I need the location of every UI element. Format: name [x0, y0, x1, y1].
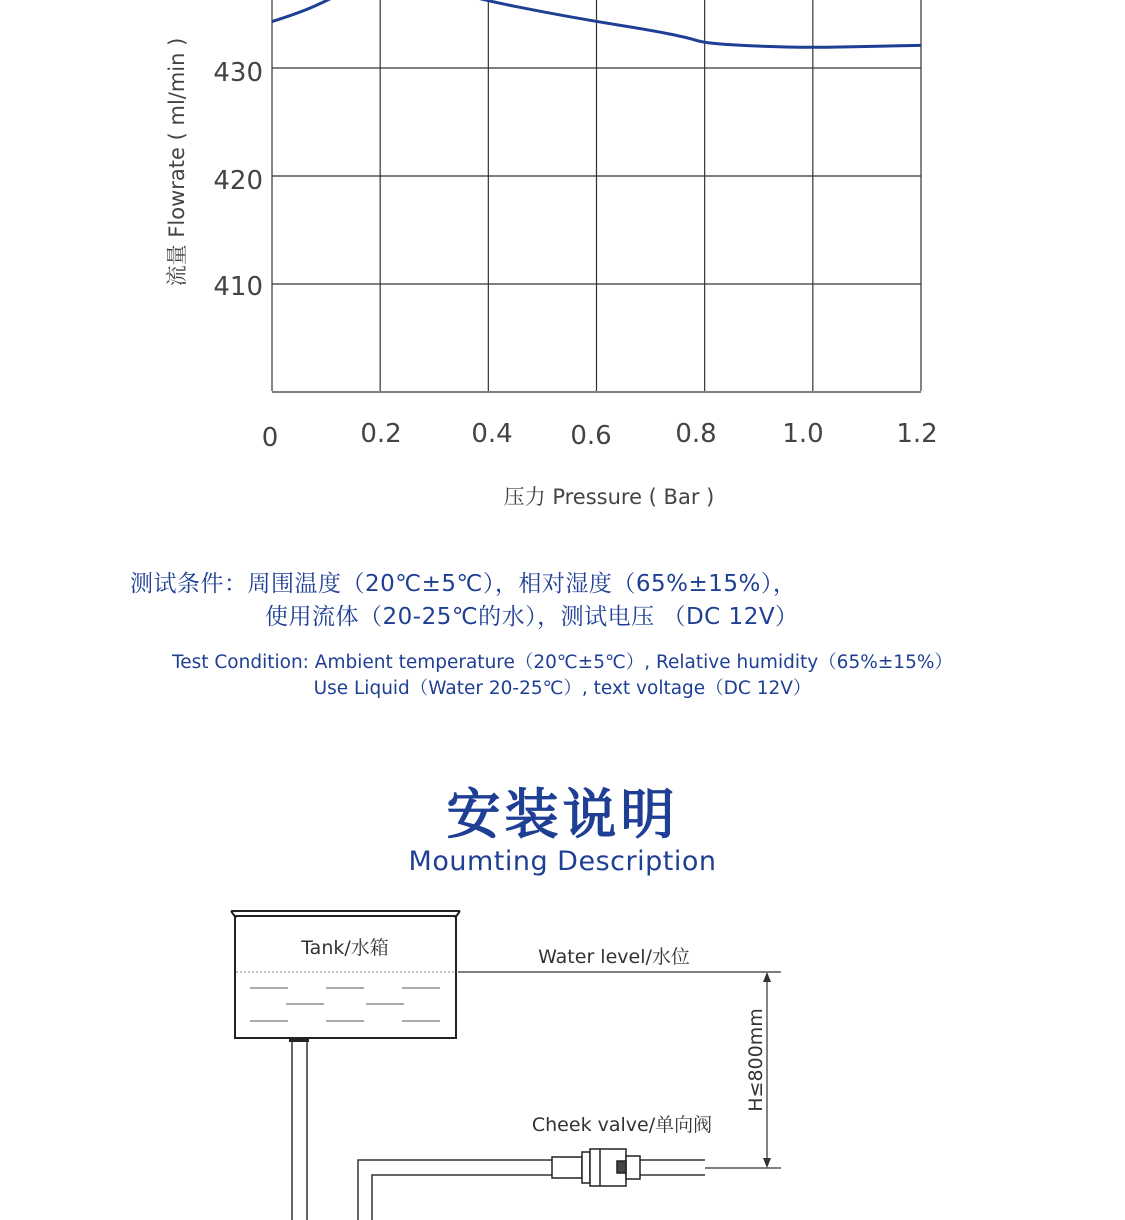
y-tick-label: 420: [213, 166, 263, 196]
valve-label: Cheek valve/单向阀: [531, 1114, 713, 1136]
y-axis-label: 流量 Flowrate ( ml/min ): [165, 37, 189, 287]
test-condition-en-line2: Use Liquid（Water 20-25℃）, text voltage（DC 12V）: [313, 678, 812, 699]
check-valve: [552, 1149, 640, 1186]
x-axis-label: 压力 Pressure ( Bar ): [503, 485, 715, 509]
x-tick-label: 1.2: [896, 419, 938, 449]
x-tick-label: 0.2: [360, 419, 402, 449]
x-tick-label: 0: [261, 423, 279, 453]
tank-label: Tank/水箱: [301, 937, 389, 959]
mounting-diagram: [0, 900, 1125, 1220]
height-label: H≤800mm: [745, 1008, 767, 1112]
test-condition-cn-line1: 测试条件：周围温度（20℃±5℃），相对湿度（65%±15%），: [130, 571, 797, 597]
chart-grid: [272, 0, 921, 392]
water-waves: [250, 988, 440, 1021]
water-level-label: Water level/水位: [538, 946, 690, 968]
tank: [231, 911, 460, 1038]
x-axis-ticks: [262, 419, 938, 453]
inlet-pipe: [358, 1160, 705, 1220]
y-tick-label: 430: [213, 58, 263, 88]
section-subtitle: Moumting Description: [408, 846, 717, 877]
test-condition-en-line1: Test Condition: Ambient temperature（20℃±5℃）, Relative humidity（65%±15%）: [172, 652, 953, 673]
section-title: 安装说明: [446, 783, 679, 846]
x-tick-label: 1.0: [782, 419, 824, 449]
outlet-pipe: [289, 1038, 309, 1220]
x-tick-label: 0.6: [570, 421, 612, 451]
test-condition-cn-line2: 使用流体（20-25℃的水），测试电压 （DC 12V）: [265, 604, 799, 630]
flowrate-chart: [0, 0, 1125, 530]
x-tick-label: 0.8: [675, 419, 717, 449]
height-dimension: [705, 972, 781, 1168]
y-tick-label: 410: [213, 272, 263, 302]
y-axis-ticks: [213, 58, 263, 302]
x-tick-label: 0.4: [471, 419, 513, 449]
